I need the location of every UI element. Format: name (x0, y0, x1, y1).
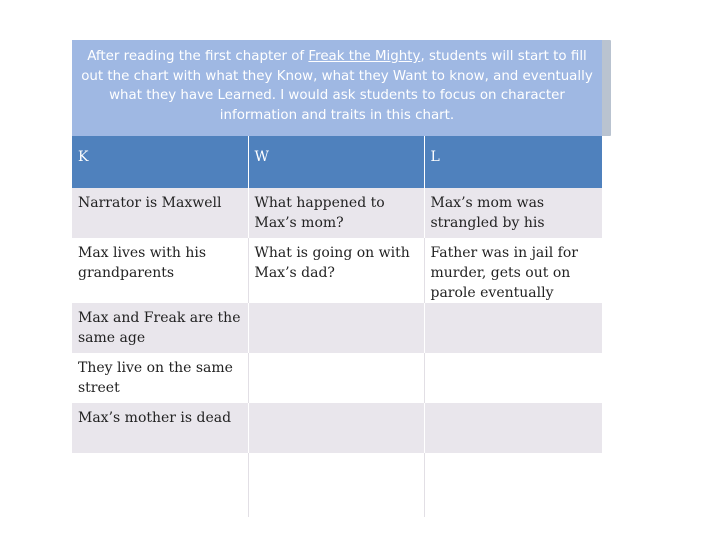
table-row (72, 303, 602, 353)
header-know: K (72, 136, 248, 188)
callout-text-before: After reading the first chapter of (87, 49, 309, 64)
table-row (72, 188, 602, 238)
table-row (72, 453, 602, 517)
header-learned: L (424, 136, 602, 188)
instruction-callout (72, 40, 602, 136)
cell-want: What happened to Max’s mom? (248, 188, 424, 238)
cell-know: Max lives with his grandparents (72, 238, 248, 303)
table-row (72, 238, 602, 303)
cell-learned: Max’s mom was strangled by his (424, 188, 602, 238)
cell-want (248, 453, 424, 517)
book-title: Freak the Mighty (308, 49, 421, 64)
table-row (72, 403, 602, 453)
cell-know (72, 453, 248, 517)
cell-learned (424, 453, 602, 517)
callout-text-after: , students will start to fill out the chart with what they Know, what they Want to know, and eventually what they have Learned. I would ask students to focus on character information and traits in this chart. (81, 49, 593, 123)
header-row (72, 136, 602, 188)
cell-want (248, 403, 424, 453)
cell-learned (424, 403, 602, 453)
cell-want (248, 303, 424, 353)
cell-want: What is going on with Max’s dad? (248, 238, 424, 303)
cell-know: They live on the same street (72, 353, 248, 403)
cell-learned (424, 303, 602, 353)
cell-want (248, 353, 424, 403)
cell-know: Max and Freak are the same age (72, 303, 248, 353)
kwl-table (72, 136, 602, 517)
cell-know: Narrator is Maxwell (72, 188, 248, 238)
cell-learned (424, 353, 602, 403)
table-row (72, 353, 602, 403)
cell-know: Max’s mother is dead (72, 403, 248, 453)
header-want: W (248, 136, 424, 188)
cell-learned: Father was in jail for murder, gets out on parole eventually (424, 238, 602, 303)
